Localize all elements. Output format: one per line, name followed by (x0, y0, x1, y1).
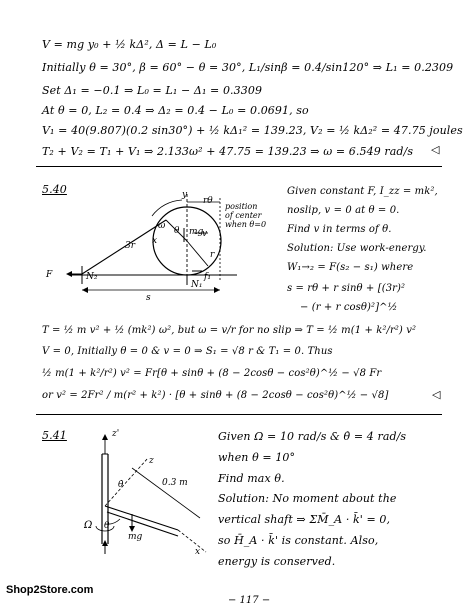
omega-label: Ω (84, 520, 93, 531)
given-line: noslip, v = 0 at θ = 0. (287, 205, 400, 216)
given-line: so H̄_A · k̄' is constant. Also, (218, 534, 379, 547)
equation-line: or v² = 2Fr² / m(r² + k²) · [θ + sinθ + (8 − 2cosθ − cos²θ)^½ − √8] (42, 390, 389, 401)
z-label: z (149, 456, 154, 466)
equation-line: Initially θ = 30°, β = 60° − θ = 30°, L₁/sinβ = 0.4/sin120° ⇒ L₁ = 0.2309 (42, 61, 454, 74)
given-line: energy is conserved. (218, 555, 336, 568)
given-line: s = rθ + r sinθ + [(3r)² (287, 283, 406, 294)
N2-label: N₂ (86, 272, 98, 282)
equation-line: V₁ = 40(9.807)(0.2 sin30°) + ½ kΔ₁² = 139.23, V₂ = ½ kΔ₂² = 47.75 joules (42, 124, 463, 137)
x-label: x (195, 547, 201, 557)
arm-lower (107, 512, 178, 536)
r-label: r (210, 250, 215, 260)
divider (36, 166, 442, 167)
equation-line: T = ½ m v² + ½ (mk²) ω², but ω = v/r for no slip ⇒ T = ½ m(1 + k²/r²) v² (42, 325, 417, 336)
v-label: v (202, 229, 208, 239)
position-label: position (225, 202, 258, 211)
given-line: Given Ω = 10 rad/s & θ̇ = 4 rad/s (218, 430, 407, 443)
when-label: when θ=0 (225, 220, 267, 229)
y-label: y (182, 190, 188, 200)
equation-line: ½ m(1 + k²/r²) v² = Fr[θ + sinθ + (8 − 2cosθ − cos²θ)^½ − √8 Fr (42, 368, 382, 379)
given-line: − (r + r cosθ)²]^½ (300, 302, 398, 313)
of-center-label: of center (225, 211, 262, 220)
length-label: 0.3 m (162, 478, 188, 488)
arm-upper (105, 506, 178, 530)
f1-label: f₁ (204, 272, 211, 282)
theta-dot-label: θ̇ (118, 480, 124, 490)
length-dimension (132, 468, 200, 518)
s-label: s (146, 293, 151, 303)
given-line: Given constant F, I_zz = mk², (287, 186, 438, 197)
given-line: when θ = 10° (218, 451, 296, 464)
N1-label: N₁ (191, 280, 203, 290)
z-axis (105, 458, 148, 506)
given-line: Solution: Use work-energy. (287, 243, 427, 254)
r-theta-label: rθ (203, 196, 213, 206)
page-number: − 117 − (228, 595, 271, 606)
radius-line (187, 241, 208, 266)
given-line: Find max θ. (218, 472, 285, 485)
equation-line: At θ = 0, L₂ = 0.4 ⇒ Δ₂ = 0.4 − L₀ = 0.0691, so (42, 104, 309, 117)
watermark-brand: Shop2Store.com (6, 584, 94, 596)
end-of-solution-mark: ◁ (431, 143, 440, 156)
F-label: F (46, 270, 53, 280)
given-line: Find v in terms of θ. (287, 224, 392, 235)
x-axis (178, 530, 206, 552)
equation-line: Set Δ₁ = −0.1 ⇒ L₀ = L₁ − Δ₁ = 0.3309 (42, 84, 263, 97)
omega-label: ω (158, 221, 166, 231)
theta-label: θ (174, 226, 180, 236)
3r-label: 3r (125, 241, 136, 251)
theta-label: θ (104, 521, 110, 531)
equation-line: T₂ + V₂ = T₁ + V₁ ⇒ 2.133ω² + 47.75 = 139.23 ⇒ ω = 6.549 rad/s (42, 145, 414, 158)
given-line: Solution: No moment about the (218, 492, 397, 505)
divider (36, 414, 442, 415)
end-of-solution-mark: ◁ (432, 388, 441, 401)
x-label: x (152, 236, 158, 246)
problem-number: 5.40 (42, 183, 67, 196)
problem-number: 5.41 (42, 429, 67, 442)
given-line: W₁→₂ = F(s₂ − s₁) where (287, 262, 414, 273)
mg-label: mg (128, 532, 143, 542)
given-line: vertical shaft ⇒ ΣM̄_A · k̄' = 0, (218, 513, 391, 526)
mg-label: mg (189, 227, 204, 237)
equation-line: V = 0, Initially θ = 0 & v = 0 ⇒ S₁ = √8 r & T₁ = 0. Thus (42, 346, 333, 357)
equation-line: V = mg y₀ + ½ kΔ², Δ = L − L₀ (42, 38, 217, 51)
z-prime-label: z' (112, 429, 120, 439)
